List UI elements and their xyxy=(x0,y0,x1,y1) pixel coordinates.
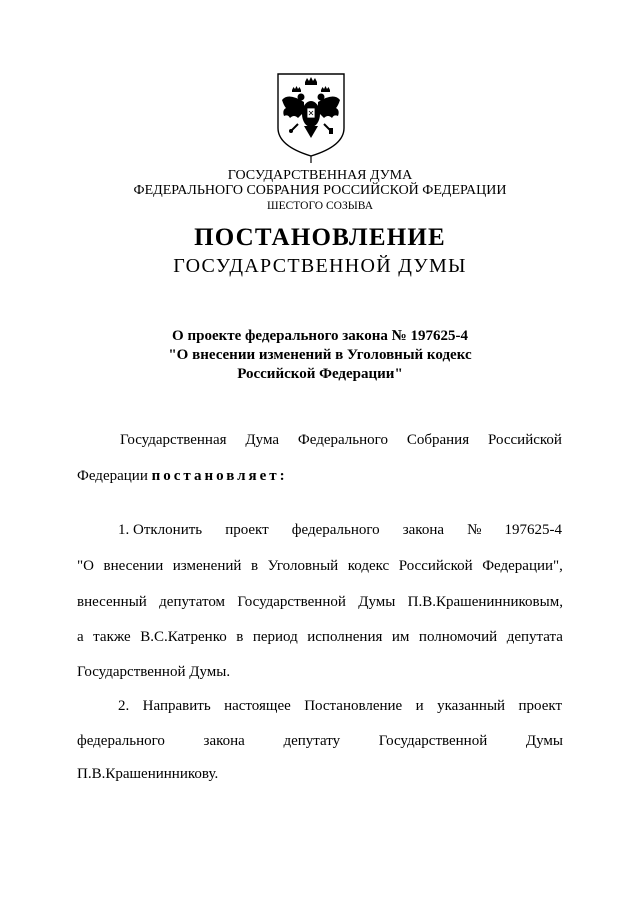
subject-line-2: "О внесении изменений в Уголовный кодекс xyxy=(168,347,472,363)
clause-1-line-1 xyxy=(118,522,562,539)
preamble-line-2 xyxy=(77,468,288,485)
document-type-title: ПОСТАНОВЛЕНИЕ xyxy=(194,224,446,251)
word: 1. Отклонить xyxy=(118,522,203,538)
word: а xyxy=(77,629,84,645)
word: настоящее xyxy=(224,698,291,714)
word: федерального xyxy=(291,522,380,538)
word: Постановление xyxy=(304,698,403,714)
clause-1-line-5: Государственной Думы. xyxy=(77,664,231,680)
word: депутату xyxy=(283,733,341,749)
preamble-word: Собрания xyxy=(406,432,470,448)
word: Уголовный xyxy=(267,558,339,574)
word: и xyxy=(415,698,424,714)
word: Государственной xyxy=(237,594,346,610)
preamble-subject: Федерации xyxy=(77,468,152,484)
word: исполнения xyxy=(307,629,383,645)
word: Направить xyxy=(142,698,211,714)
word: депутата xyxy=(506,629,563,645)
word: Российской xyxy=(398,558,473,574)
word: указанный xyxy=(437,698,506,714)
preamble-word: Российской xyxy=(488,432,562,448)
clause-2-line-2 xyxy=(77,733,563,750)
word: внесенный xyxy=(77,594,147,610)
decree-word: постановляет: xyxy=(151,468,288,484)
word: "О xyxy=(77,558,94,574)
preamble-word: Государственная xyxy=(120,432,227,448)
word: в xyxy=(236,629,244,645)
word: кодекс xyxy=(347,558,390,574)
word: Государственной xyxy=(378,733,488,749)
clause-1-line-3 xyxy=(77,594,563,611)
word: 2. xyxy=(118,698,130,714)
issuer-parent: ФЕДЕРАЛЬНОГО СОБРАНИЯ РОССИЙСКОЙ ФЕДЕРАЦИИ xyxy=(133,183,507,198)
word: в xyxy=(250,558,259,574)
word: федерального xyxy=(77,733,165,749)
word: полномочий xyxy=(418,629,498,645)
coat-of-arms-emblem xyxy=(274,70,348,164)
clause-2-line-3: П.В.Крашенинникову. xyxy=(77,766,219,782)
word: закона xyxy=(402,522,445,538)
word: Федерации", xyxy=(482,558,563,574)
subject-line-1: О проекте федерального закона № 197625-4 xyxy=(172,328,468,344)
word: Думы xyxy=(525,733,563,749)
clause-1-line-4 xyxy=(77,629,563,646)
issuer-name: ГОСУДАРСТВЕННАЯ ДУМА xyxy=(227,168,413,183)
word: проект xyxy=(225,522,269,538)
preamble-word: Федерального xyxy=(297,432,388,448)
word: им xyxy=(391,629,410,645)
word: 197625-4 xyxy=(504,522,562,538)
document-subtitle: ГОСУДАРСТВЕННОЙ ДУМЫ xyxy=(173,255,467,277)
word: депутатом xyxy=(159,594,226,610)
preamble-word: Дума xyxy=(245,432,280,448)
word: П.В.Крашенинниковым, xyxy=(407,594,563,610)
subject-line-3: Российской Федерации" xyxy=(237,366,403,382)
word: проект xyxy=(518,698,562,714)
word: № xyxy=(467,522,482,538)
word: период xyxy=(252,629,298,645)
convocation: ШЕСТОГО СОЗЫВА xyxy=(266,200,374,212)
word: В.С.Катренко xyxy=(140,629,227,645)
word: изменений xyxy=(172,558,242,574)
clause-1-line-2 xyxy=(77,558,563,575)
clause-2-line-1 xyxy=(118,698,562,715)
word: закона xyxy=(203,733,245,749)
preamble-line-1 xyxy=(120,432,562,449)
word: внесении xyxy=(103,558,164,574)
word: Думы xyxy=(358,594,396,610)
word: также xyxy=(93,629,131,645)
